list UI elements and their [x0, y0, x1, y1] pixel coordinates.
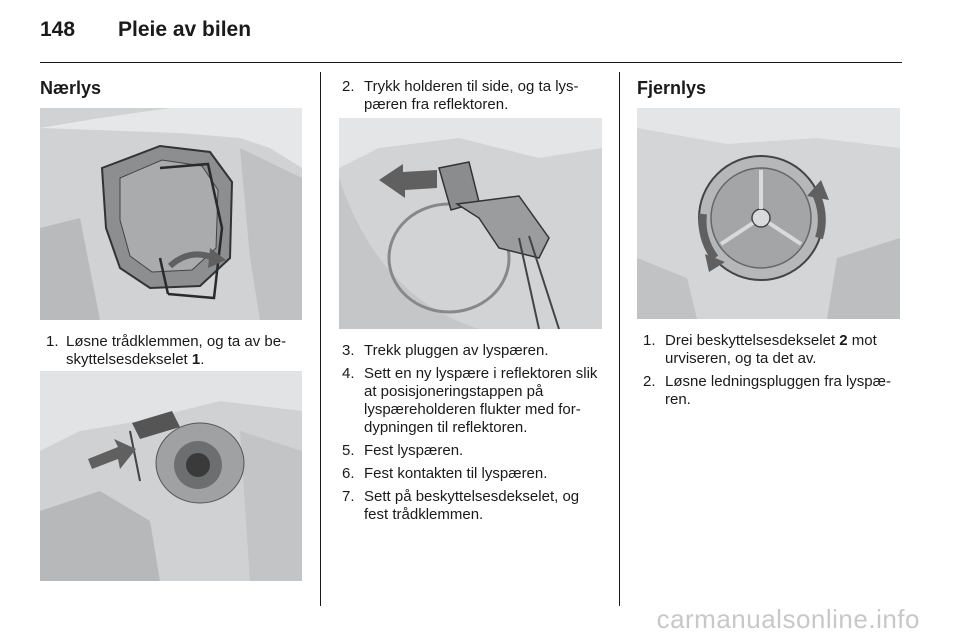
step-number: 2.: [643, 373, 656, 390]
illustration-bulb-removal: [339, 118, 602, 329]
list-item: [46, 333, 302, 369]
header-rule: [40, 62, 902, 63]
step-text: Drei beskyttelsesdekselet: [665, 332, 840, 349]
list-item: [342, 488, 604, 524]
figure-bulb-holder: [40, 371, 302, 581]
step-text: Trekk pluggen av lyspæren.: [364, 342, 549, 359]
step-list-middle-2: [342, 78, 604, 119]
step-text-end: mot urviseren, og ta det av.: [665, 332, 877, 367]
illustration-high-beam-cover: [637, 108, 900, 319]
figure-high-beam-cover: [637, 108, 900, 319]
column-divider-right: [619, 72, 620, 606]
callout-ref: 1: [191, 351, 201, 368]
column-divider-left: [320, 72, 321, 606]
figure-bulb-removal: [339, 118, 602, 329]
list-item: [342, 465, 604, 483]
figure-cover-removal: [40, 108, 302, 320]
step-text: Fest lyspæren.: [364, 442, 464, 459]
step-number: 5.: [342, 442, 355, 459]
illustration-cover-removal: [40, 108, 302, 320]
step-text: Løsne ledningspluggen fra lyspæ-ren.: [665, 373, 891, 408]
watermark: carmanualsonline.info: [656, 604, 920, 634]
step-number: 7.: [342, 488, 355, 505]
step-text: Trykk holderen til side, og ta lys-pæren fra reflektoren.: [364, 78, 579, 113]
list-item: [342, 365, 604, 437]
step-number: 4.: [342, 365, 355, 382]
step-list: [342, 78, 604, 114]
step-list: [643, 332, 901, 409]
list-item: [342, 342, 604, 360]
step-number: 2.: [342, 78, 355, 95]
list-item: [643, 373, 901, 409]
step-text: Fest kontakten til lyspæren.: [364, 465, 548, 482]
step-list-middle-rest: [342, 342, 604, 529]
step-number: 1.: [46, 333, 59, 350]
step-list-high-beam: [643, 332, 901, 414]
section-title-dipped-beam: Nærlys: [40, 78, 102, 98]
step-number: 1.: [643, 332, 656, 349]
chapter-title: Pleie av bilen: [118, 18, 252, 41]
step-number: 3.: [342, 342, 355, 359]
step-list: [342, 342, 604, 524]
step-text: Løsne trådklemmen, og ta av be-skyttelsesdekselet: [66, 333, 287, 368]
illustration-bulb-holder: [40, 371, 302, 581]
callout-ref: 2: [839, 332, 848, 349]
step-text: Sett på beskyttelsesdekselet, og fest trådklemmen.: [364, 488, 580, 523]
list-item: [342, 78, 604, 114]
list-item: [643, 332, 901, 368]
list-item: [342, 442, 604, 460]
step-list-dipped-1: [46, 333, 302, 369]
step-text: Sett en ny lyspære i reflektoren slik at posisjoneringstappen på lyspæreholderen flukter med for-dypningen til reflektoren.: [364, 365, 598, 436]
step-text-end: .: [200, 351, 205, 368]
section-title-high-beam: Fjernlys: [637, 78, 707, 98]
step-number: 6.: [342, 465, 355, 482]
page-number: 148: [40, 18, 76, 41]
